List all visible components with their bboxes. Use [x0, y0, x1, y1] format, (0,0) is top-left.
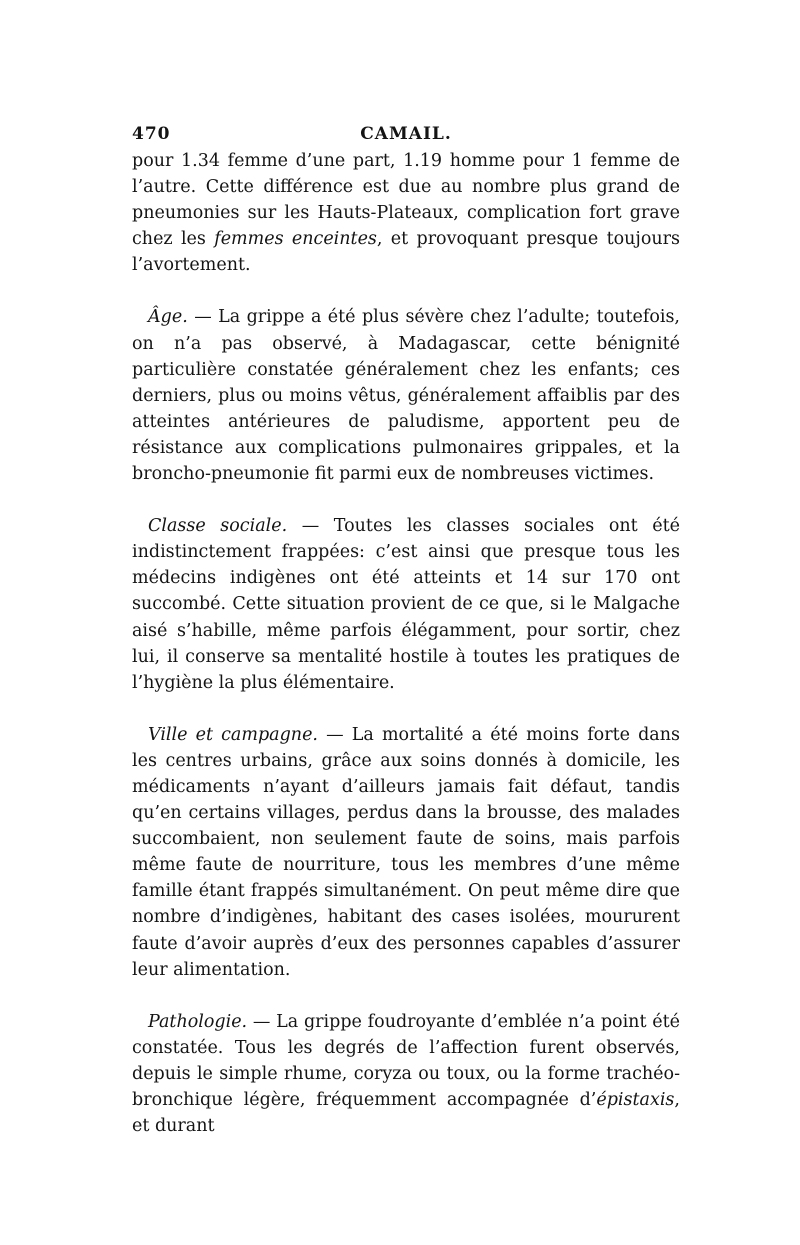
text-segment: — Toutes les classes sociales ont été indistinctement frappées: c’est ainsi que presque tous les médecins indigènes ont été atteints et 14 sur 170 ont succombé. Cette situation provient de ce que, si le Malgache aisé s’habille, même parfois élégamment, pour sortir, chez lui, il conserve sa mentalité hostile à toutes les pratiques de l’hygiène la plus élémentaire. [132, 516, 680, 693]
book-page [132, 120, 680, 1139]
page-number: 470 [132, 124, 171, 144]
paragraph-classe-sociale [132, 513, 680, 696]
paragraph-lead: Pathologie. [148, 1011, 248, 1032]
text-segment: , et provoquant presque toujours l’avortement. [132, 229, 681, 276]
paragraph-continuation [132, 148, 680, 278]
paragraph-lead: Âge. [148, 307, 188, 328]
text-segment: — La grippe foudroyante d’emblée n’a point été constatée. Tous les degrés de l’affection furent observés, depuis le simple rhume, coryza ou toux, ou la forme trachéo-bronchique légère, fréquemment accompagnée d’ [132, 1011, 680, 1110]
text-segment: — La grippe a été plus sévère chez l’adulte; toutefois, on n’a pas observé, à Madagascar, cette bénignité particulière constatée généralement chez les enfants; ces derniers, plus ou moins vêtus, généralement affaiblis par des atteintes antérieures de paludisme, apportent peu de résistance aux complications pulmonaires grippales, et la broncho-pneumonie fit parmi eux de nombreuses victimes. [132, 307, 680, 485]
italic-term: femmes enceintes [214, 229, 377, 250]
paragraph-lead: Ville et campagne. [148, 724, 318, 745]
running-head [132, 120, 680, 148]
text-segment: pour 1.34 femme d’une part, 1.19 homme pour 1 femme de l’autre. Cette différence est due au nombre plus grand de pneumonies sur les Hauts-Plateaux, complication fort grave chez les [132, 151, 680, 250]
running-title: CAMAIL. [360, 124, 452, 144]
paragraph-lead: Classe sociale. [148, 516, 288, 537]
text-segment: — La mortalité a été moins forte dans les centres urbains, grâce aux soins donnés à domicile, les médicaments n’ayant d’ailleurs jamais fait défaut, tandis qu’en certains villages, perdus dans la brousse, des malades succombaient, non seulement faute de soins, mais parfois même faute de nourriture, tous les membres d’une même famille étant frappés simultanément. On peut même dire que nombre d’indigènes, habitant des cases isolées, moururent faute d’avoir auprès d’eux des personnes capables d’assurer leur alimentation. [132, 724, 680, 980]
italic-term: épistaxis [596, 1090, 675, 1110]
text-segment: , et durant [132, 1090, 680, 1137]
paragraph-age [132, 304, 680, 487]
paragraph-ville-et-campagne [132, 722, 680, 983]
paragraph-pathologie [132, 1009, 680, 1139]
